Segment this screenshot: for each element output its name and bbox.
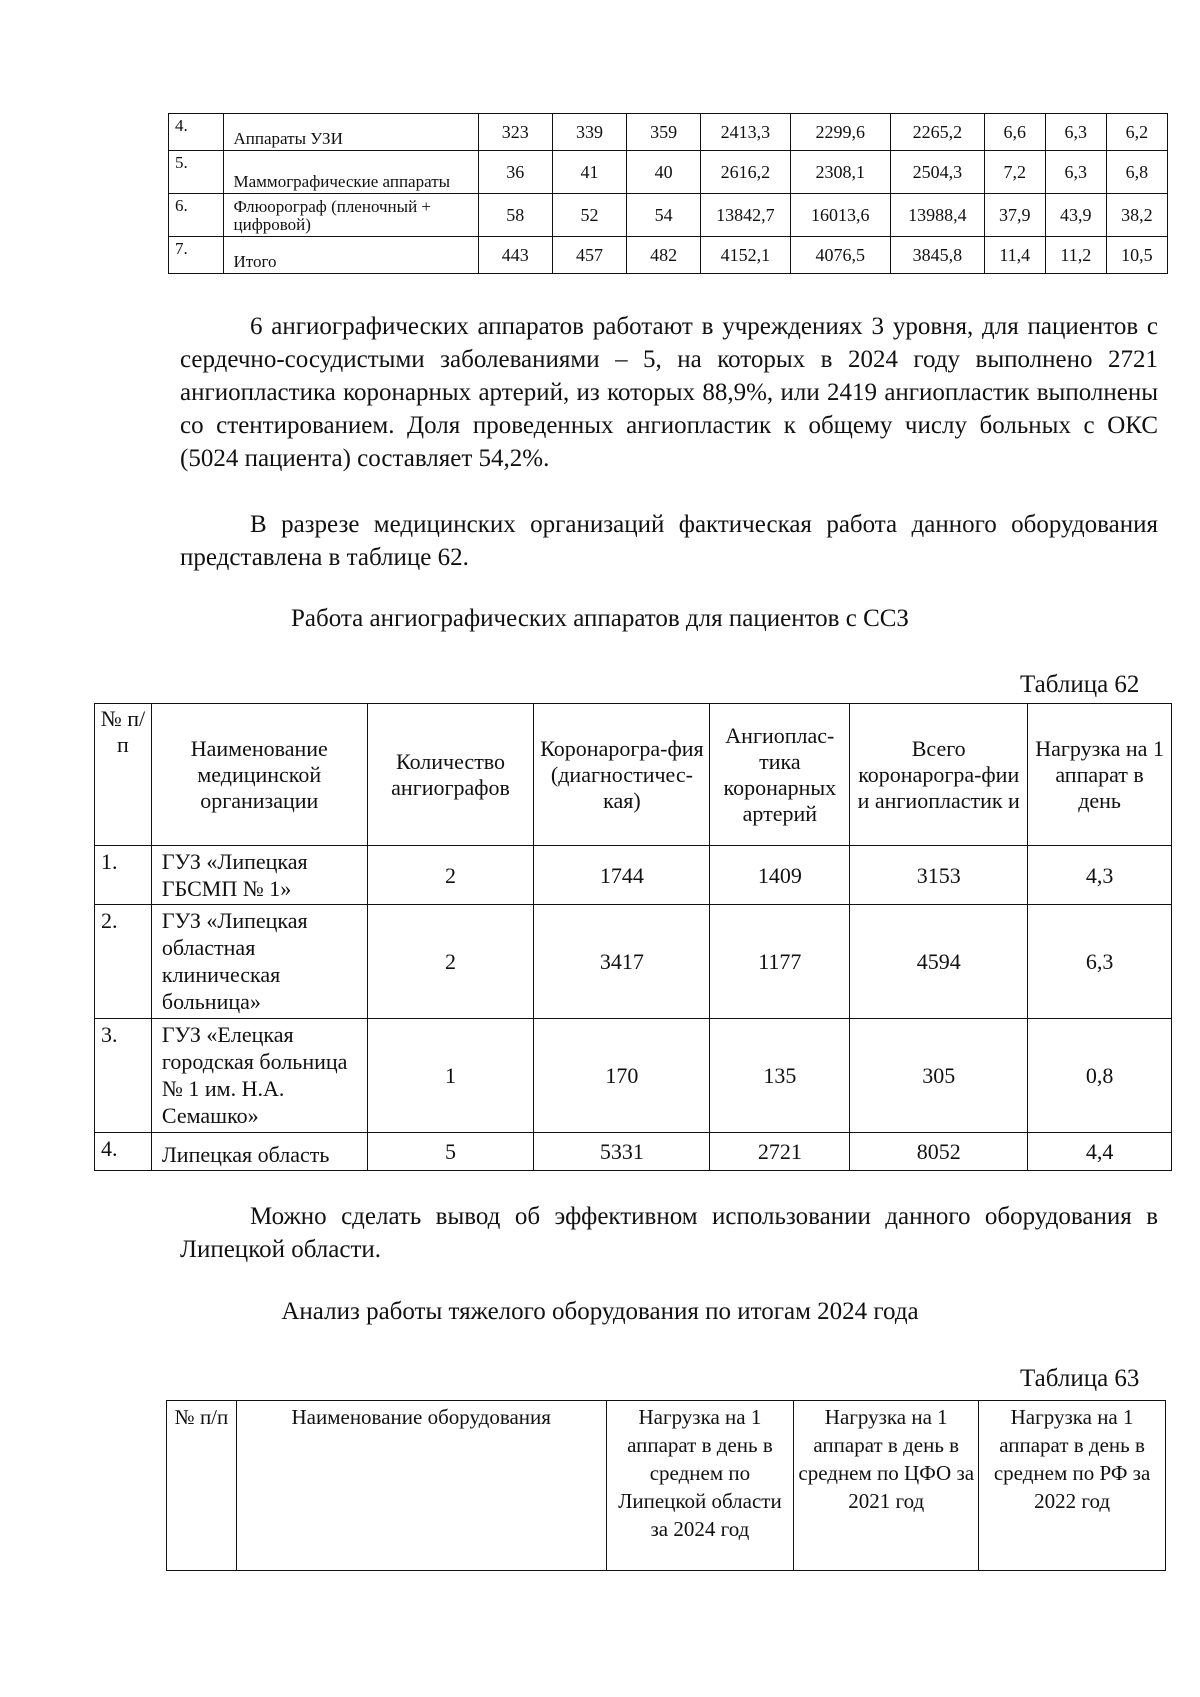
table-cell: 2299,6 [790,114,890,151]
table-row [169,114,1168,151]
table62-caption: Таблица 62 [1020,671,1140,698]
table-cell: 7,2 [984,151,1045,194]
column-header: Нагрузка на 1 аппарат в день в среднем по Липецкой области за 2024 год [606,1401,794,1571]
table-cell: 5 [367,1133,534,1171]
table-cell: 38,2 [1106,194,1167,237]
row-number: 4. [95,1133,152,1171]
table-cell: 2504,3 [890,151,984,194]
paragraph-table-reference: В разрезе медицинских организаций фактическая работа данного оборудования представлена в таблице 62. [180,511,1158,571]
table-cell: 13988,4 [890,194,984,237]
row-number: 7. [169,237,224,274]
table-cell: 482 [627,237,701,274]
table-cell: 2 [367,846,534,905]
table-cell: 0,8 [1028,1019,1172,1133]
table-cell: 3417 [534,905,710,1019]
column-header: Наименование медицинской организации [151,704,367,846]
equipment-name: Флюорограф (пленочный + цифровой) [223,194,478,237]
table-cell: 4076,5 [790,237,890,274]
table-cell: 41 [552,151,626,194]
organization-name: ГУЗ «Липецкая областная клиническая больница» [151,905,367,1019]
table-cell: 4152,1 [701,237,790,274]
table-cell: 8052 [850,1133,1028,1171]
column-header: Всего коронарогра-фии и ангиопластик и [850,704,1028,846]
organization-name: ГУЗ «Елецкая городская больница № 1 им. Н.А. Семашко» [151,1019,367,1133]
angiography-table [94,703,1172,1171]
table-cell: 6,3 [1045,151,1106,194]
table-cell: 43,9 [1045,194,1106,237]
row-number: 1. [95,846,152,905]
table-cell: 1177 [710,905,850,1019]
column-header: Коронарогра-фия (диагностичес-кая) [534,704,710,846]
table-row [169,194,1168,237]
row-number: 6. [169,194,224,237]
organization-name: ГУЗ «Липецкая ГБСМП № 1» [151,846,367,905]
table-cell: 2413,3 [701,114,790,151]
column-header: Ангиоплас-тика коронарных артерий [710,704,850,846]
table-cell: 305 [850,1019,1028,1133]
table-cell: 4,3 [1028,846,1172,905]
table-cell: 2616,2 [701,151,790,194]
table-cell: 58 [478,194,552,237]
table-cell: 3153 [850,846,1028,905]
table-cell: 13842,7 [701,194,790,237]
table-cell: 443 [478,237,552,274]
table63-caption: Таблица 63 [1020,1365,1140,1392]
equipment-name: Маммографические аппараты [223,151,478,194]
table-cell: 10,5 [1106,237,1167,274]
table-cell: 359 [627,114,701,151]
column-header: Наименование оборудования [236,1401,606,1571]
table-header-row [95,704,1172,846]
table63-heading: Анализ работы тяжелого оборудования по итогам 2024 года [281,1298,919,1325]
column-header: Количество ангиографов [367,704,534,846]
table-row [169,151,1168,194]
table62-heading: Работа ангиографических аппаратов для пациентов с ССЗ [291,605,909,632]
column-header: Нагрузка на 1 аппарат в день в среднем по РФ за 2022 год [979,1401,1166,1571]
table-cell: 6,6 [984,114,1045,151]
table-row [95,846,1172,905]
table-cell: 54 [627,194,701,237]
table-cell: 2308,1 [790,151,890,194]
table-header-row [167,1401,1166,1571]
table-cell: 36 [478,151,552,194]
table-cell: 1 [367,1019,534,1133]
table-cell: 1744 [534,846,710,905]
table-cell: 4,4 [1028,1133,1172,1171]
equipment-name: Итого [223,237,478,274]
row-number: 5. [169,151,224,194]
paragraph-angiography: 6 ангиографических аппаратов работают в учреждениях 3 уровня, для пациентов с сердечно-сосудистыми заболеваниями – 5, на которых в 2024 году выполнено 2721 ангиопластика коронарных артерий, из которых 88,9%, или 2419 ангиопластик выполнены со стентированием. Доля проведенных ангиопластик к общему числу больных с ОКС (5024 пациента) составляет 54,2%. [180,313,1158,472]
table-cell: 2721 [710,1133,850,1171]
row-number: 2. [95,905,152,1019]
column-header: Нагрузка на 1 аппарат в день [1028,704,1172,846]
row-number: 4. [169,114,224,151]
table-cell: 3845,8 [890,237,984,274]
equipment-load-table [168,113,1168,274]
table-row [95,1133,1172,1171]
table-cell: 2265,2 [890,114,984,151]
table-cell: 5331 [534,1133,710,1171]
heavy-equipment-table [166,1400,1166,1571]
table-cell: 16013,6 [790,194,890,237]
table-cell: 457 [552,237,626,274]
table-cell: 135 [710,1019,850,1133]
table-cell: 1409 [710,846,850,905]
table-row [95,1019,1172,1133]
table-cell: 2 [367,905,534,1019]
table-cell: 11,2 [1045,237,1106,274]
table-cell: 6,3 [1028,905,1172,1019]
column-header: № п/п [167,1401,237,1571]
paragraph-conclusion: Можно сделать вывод об эффективном использовании данного оборудования в Липецкой области. [180,1203,1158,1263]
table-cell: 6,2 [1106,114,1167,151]
table-cell: 170 [534,1019,710,1133]
table-cell: 40 [627,151,701,194]
table-cell: 11,4 [984,237,1045,274]
equipment-name: Аппараты УЗИ [223,114,478,151]
table-row [169,237,1168,274]
table-cell: 37,9 [984,194,1045,237]
table-row [95,905,1172,1019]
row-number: 3. [95,1019,152,1133]
table-cell: 6,3 [1045,114,1106,151]
table-cell: 6,8 [1106,151,1167,194]
column-header: № п/п [95,704,152,846]
organization-name: Липецкая область [151,1133,367,1171]
column-header: Нагрузка на 1 аппарат в день в среднем по ЦФО за 2021 год [794,1401,979,1571]
table-cell: 323 [478,114,552,151]
table-cell: 339 [552,114,626,151]
table-cell: 52 [552,194,626,237]
table-cell: 4594 [850,905,1028,1019]
